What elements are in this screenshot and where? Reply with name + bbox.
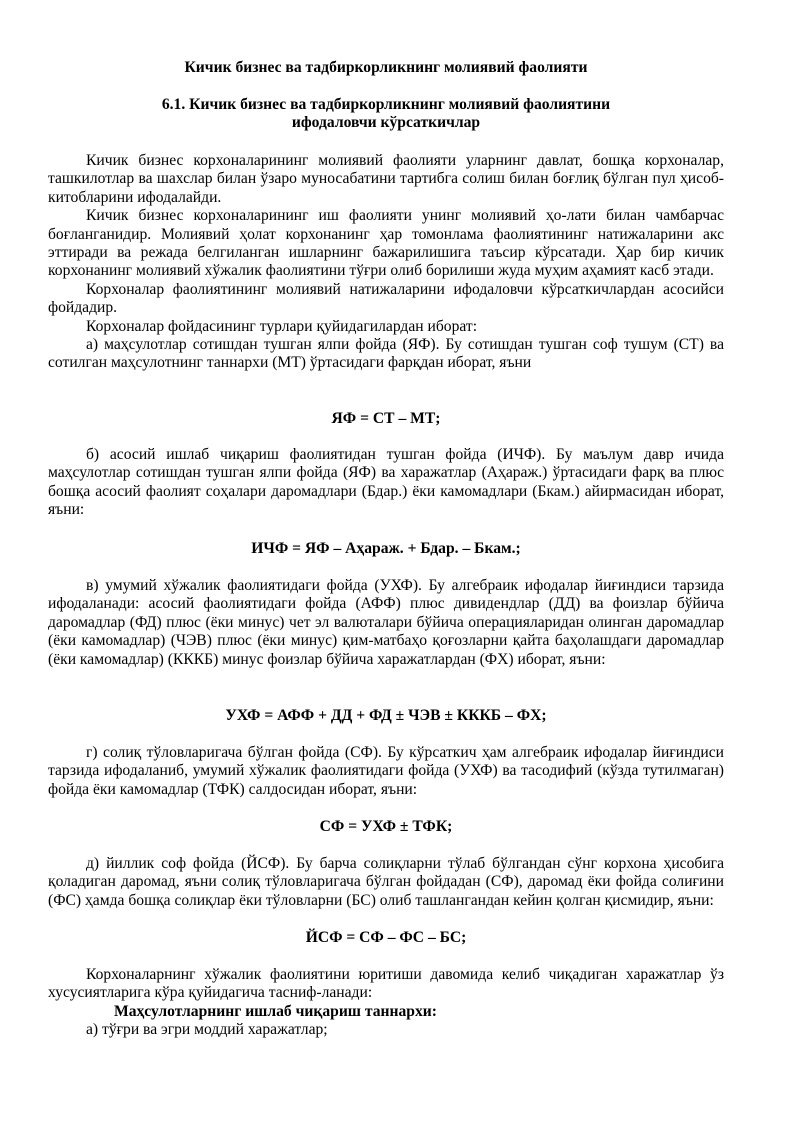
paragraph-pretax-profit: г) солиқ тўловларигача бўлган фойда (СФ). Бу кўрсаткич ҳам алгебраик ифодалар йиғиндиси тарзида ифодаланиб, умумий хўжалик фаолиятидаги фойда (УХФ) ва тасодифий (кўзда тутилмаган) фойда ёки камомадлар (ТФК) салдосидан иборат, яъни: [48, 744, 724, 798]
paragraph-gross-profit: а) маҳсулотлар сотишдан тушган ялпи фойда (ЯФ). Бу сотишдан тушган соф тушум (СТ) ва сотилган маҳсулотнинг таннархи (МТ) ўртасидаги фарқдан иборат, яъни [48, 336, 724, 372]
paragraph-pretax-profit-block [48, 744, 724, 799]
paragraph-profit-types: Корхоналар фойдасининг турлари қуйидагилардан иборат: [86, 317, 478, 335]
paragraph-net-profit: д) йиллик соф фойда (ЙСФ). Бу барча солиқларни тўлаб бўлгандан сўнг корхона ҳисобига қоладиган даромад, яъни солиқ тўловларигача бўлган фойдадан (СФ), даромад ёки фойда солиғини (ФС) ҳамда бошқа солиқлар ёки тўловларни (БС) олиб ташлангандан кейин қолган қисмидир, яъни: [48, 855, 724, 909]
cost-item-a: а) тўғри ва эгри моддий харажатлар; [86, 1021, 328, 1039]
section-title-line1: 6.1. Кичик бизнес ва тадбиркорликнинг молиявий фаолиятини [161, 96, 611, 113]
document-title: Кичик бизнес ва тадбиркорликнинг молиявий фаолияти [184, 59, 588, 76]
paragraph-net-profit-block [48, 855, 724, 910]
paragraph-operating-profit-block [48, 446, 724, 520]
paragraph-operating-profit: б) асосий ишлаб чиқариш фаолиятидан тушган фойда (ИЧФ). Бу маълум давр ичида маҳсулотлар сотишдан тушган ялпи фойда (ЯФ) ва харажатлар (Аҳараж.) ўртасидаги фарқ ва плюс бошқа асосий фаолият соҳалари даромадлари (Бдар.) ёки камомадлари (Бкам.) айирмасидан иборат, яъни: [48, 446, 724, 519]
section-title-line2: ифодаловчи кўрсаткичлар [291, 114, 481, 132]
paragraph-financial-activity: Кичик бизнес корхоналарининг молиявий фаолияти уларнинг давлат, бошқа корхоналар, ташкилотлар ва шахслар билан ўзаро муносабатини тартибга солиш билан боғлиқ бўлган пул ҳисоб-китобларини ифодалайди. [48, 152, 724, 206]
paragraph-general-profit: в) умумий хўжалик фаолиятидаги фойда (УХФ). Бу алгебраик ифодалар йиғиндиси тарзида ифодаланади: асосий фаолиятидаги фойда (АФФ) плюс дивидендлар (ДД) ва фоизлар бўйича даромадлар (ФД) плюс (ёки минус) чет эл валюталари бўйича операцияларидан олинган даромадлар (ёки камомадлар) (ЧЭВ) плюс (ёки минус) қим-матбаҳо қоғозларни қайта баҳолашдаги даромадлар (ёки камомадлар) (КККБ) минус фоизлар бўйича харажатлардан (ФХ) иборат, яъни: [48, 577, 724, 668]
formula-gross-profit: ЯФ = СТ – МТ; [331, 410, 441, 427]
intro-paragraphs [48, 152, 724, 373]
formula-operating-profit: ИЧФ = ЯФ – Аҳараж. + Бдар. – Бкам.; [251, 540, 521, 557]
formula-pretax-profit: СФ = УХФ ± ТФК; [319, 818, 453, 835]
paragraph-costs: Корхоналарнинг хўжалик фаолиятини юритиши давомида келиб чиқадиган харажатлар ўз хусусиятларига кўра қуйидагича тасниф-ланади: [48, 966, 724, 1002]
cost-subheading: Маҳсулотларнинг ишлаб чиқариш таннархи: [114, 1002, 437, 1020]
paragraph-main-indicator: Корхоналар фаолиятининг молиявий натижаларини ифодаловчи кўрсаткичлардан асосийси фойдадир. [48, 280, 724, 317]
formula-general-profit: УХФ = АФФ + ДД + ФД ± ЧЭВ ± КККБ – ФХ; [225, 707, 547, 724]
formula-net-profit: ЙСФ = СФ – ФС – БС; [305, 929, 467, 946]
section-title [48, 96, 724, 133]
paragraph-costs-block [48, 966, 724, 1040]
paragraph-general-profit-block [48, 577, 724, 669]
paragraph-financial-state: Кичик бизнес корхоналарининг иш фаолияти унинг молиявий ҳо-лати билан чамбарчас боғланганидир. Молиявий ҳолат корхонанинг ҳар томонлама фаолиятининг натижаларини акс эттиради ва режада белгиланган ишларнинг бажарилишига таъсир кўрсатади. Ҳар бир кичик корхонанинг молиявий хўжалик фаолиятини тўғри олиб борилиши жуда муҳим аҳамият касб этади. [48, 207, 724, 280]
